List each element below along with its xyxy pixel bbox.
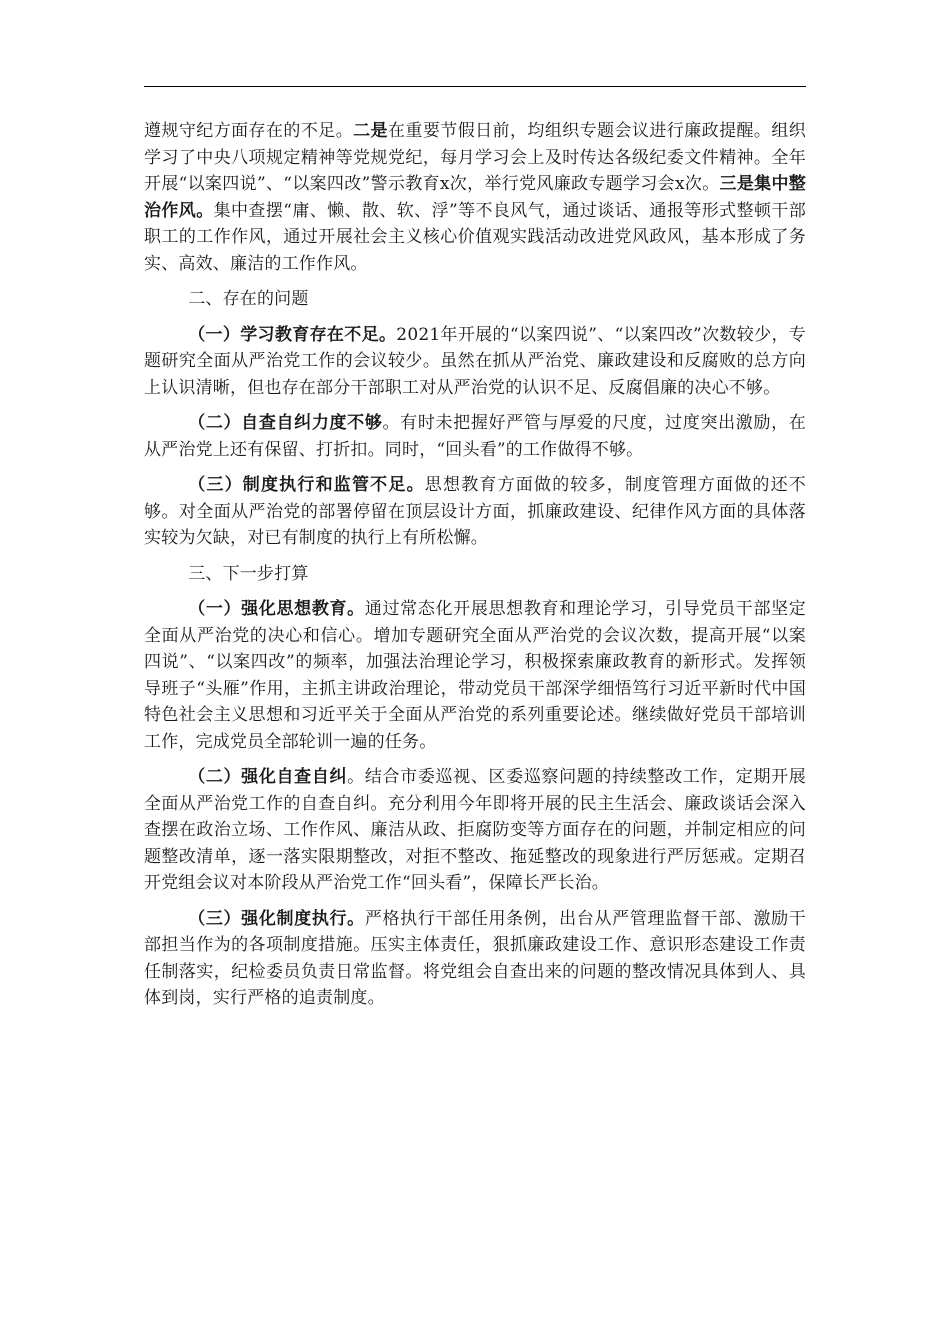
section-heading-text: 二、存在的问题 (188, 289, 309, 309)
text-segment: 在重要节假日前，均组织专题会议进行廉政提醒。组织学习了中央八项规定精神等党规党纪，每月学习会上及时传达各级纪委文件精神。全年开展“以案四说”、“以案四改”警示教育x次，举行党风廉政专题学习会x次。 (144, 121, 806, 194)
text-segment-bold: （一）学习教育存在不足。 (188, 324, 397, 345)
text-segment: 遵规守纪方面存在的不足。 (144, 121, 354, 141)
paragraph-plan-2 (144, 764, 806, 897)
text-segment-bold: （二）强化自查自纠 (188, 767, 348, 787)
text-segment: 。有时未把握好严管与厚爱的尺度，过度突出激励，在从严治党上还有保留、打折扣。同时，“回头看”的工作做得不够。 (144, 413, 806, 460)
paragraph-discipline-summary (144, 118, 806, 277)
section-heading-next-steps (144, 561, 806, 588)
paragraph-plan-1 (144, 596, 806, 755)
text-segment: 集中查摆“庸、懒、散、软、浮”等不良风气，通过谈话、通报等形式整顿干部职工的工作作风，通过开展社会主义核心价值观实践活动改进党风政风，基本形成了务实、高效、廉洁的工作作风。 (144, 200, 806, 274)
text-segment: 通过常态化开展思想教育和理论学习，引导党员干部坚定全面从严治党的决心和信心。增加专题研究全面从严治党的会议次数，提高开展“以案四说”、“以案四改”的频率，加强法治理论学习，积极探索廉政教育的新形式。发挥领导班子“头雁”作用，主抓主讲政治理论，带动党员干部深学细悟笃行习近平新时代中国特色社会主义思想和习近平关于全面从严治党的系列重要论述。继续做好党员干部培训工作，完成党员全部轮训一遍的任务。 (144, 599, 807, 752)
paragraph-problem-2 (144, 410, 806, 463)
text-segment-bold: （二）自查自纠力度不够 (188, 413, 383, 433)
text-segment: 2021年开展的“以案四说”、“以案四改”次数较少，专题研究全面从严治党工作的会议较少。虽然在抓从严治党、廉政建设和反腐败的总方向上认识清晰，但也存在部分干部职工对从严治党的认识不足、反腐倡廉的决心不够。 (144, 324, 806, 398)
section-heading-problems (144, 286, 806, 313)
text-segment: 严格执行干部任用条例，出台从严管理监督干部、激励干部担当作为的各项制度措施。压实主体责任，狠抓廉政建设工作、意识形态建设工作责任制落实，纪检委员负责日常监督。将党组会自查出来的问题的整改情况具体到人、具体到岗，实行严格的追责制度。 (144, 908, 807, 1008)
text-segment: 思想教育方面做的较多，制度管理方面做的还不够。对全面从严治党的部署停留在顶层设计方面，抓廉政建设、纪律作风方面的具体落实较为欠缺，对已有制度的执行上有所松懈。 (144, 475, 806, 548)
paragraph-problem-1 (144, 322, 806, 402)
paragraph-problem-3 (144, 472, 806, 552)
paragraph-plan-3 (144, 906, 806, 1012)
text-segment-bold: 二是 (353, 121, 388, 141)
text-segment-bold: （三）制度执行和监管不足。 (188, 475, 425, 495)
header-rule (144, 86, 806, 87)
text-segment-bold: 三是集中整治作风。 (144, 174, 807, 221)
text-segment-bold: （一）强化思想教育。 (188, 599, 365, 619)
text-segment-bold: （三）强化制度执行。 (188, 908, 365, 929)
document-body (144, 118, 806, 1021)
text-segment: 。结合市委巡视、区委巡察问题的持续整改工作，定期开展全面从严治党工作的自查自纠。充分利用今年即将开展的民主生活会、廉政谈话会深入查摆在政治立场、工作作风、廉洁从政、拒腐防变等方面存在的问题，并制定相应的问题整改清单，逐一落实限期整改，对拒不整改、拖延整改的现象进行严厉惩戒。定期召开党组会议对本阶段从严治党工作“回头看”，保障长严长治。 (144, 767, 806, 893)
section-heading-text: 三、下一步打算 (188, 563, 309, 584)
